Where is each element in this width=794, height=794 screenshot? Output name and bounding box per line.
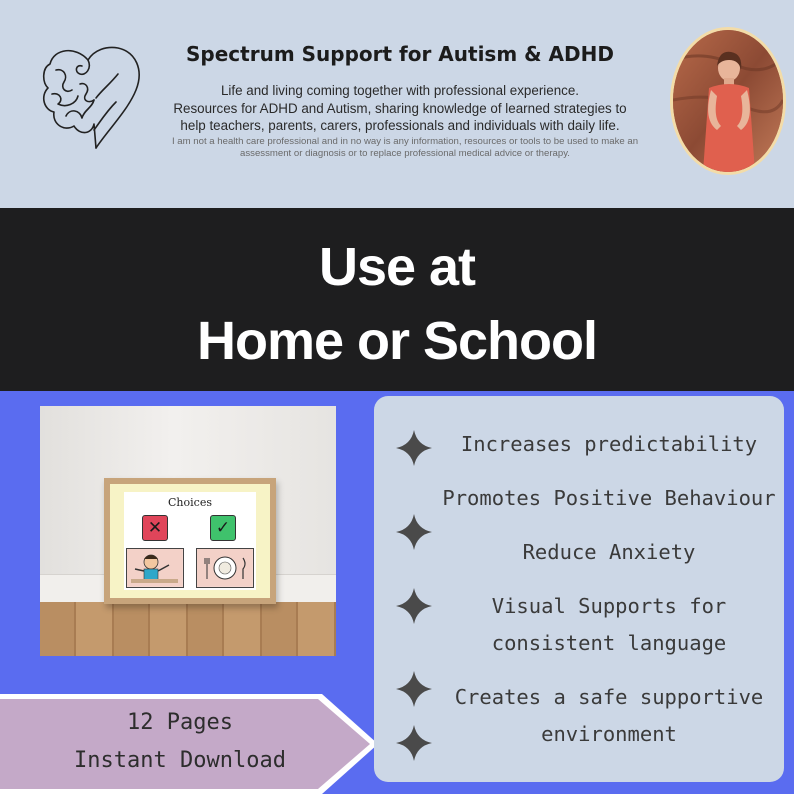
upset-child-icon [126, 548, 184, 588]
four-point-star-icon [396, 671, 432, 707]
headline-banner [0, 208, 794, 391]
cross-icon: ✕ [142, 515, 168, 541]
benefit-item: consistent language [491, 631, 727, 655]
four-point-star-icon [396, 514, 432, 550]
brand-description [150, 82, 650, 135]
photo-floor [40, 602, 336, 656]
benefits-panel [374, 396, 784, 782]
description-line: Resources for ADHD and Autism, sharing knowledge of learned strategies to [173, 100, 627, 116]
benefit-item: Promotes Positive Behaviour [442, 486, 776, 510]
benefit-item: Creates a safe supportive [454, 685, 764, 709]
author-portrait [670, 27, 786, 175]
benefit-item: Visual Supports for [491, 594, 727, 618]
headline-line-1: Use at [318, 237, 476, 297]
header [0, 0, 794, 208]
disclaimer [150, 136, 660, 160]
picture-frame [104, 478, 276, 604]
product-photo [40, 406, 336, 656]
benefit-item: Increases predictability [460, 432, 758, 456]
choices-card-title: Choices [168, 496, 212, 509]
four-point-star-icon [396, 588, 432, 624]
check-icon: ✓ [210, 515, 236, 541]
four-point-star-icon [396, 430, 432, 466]
meal-plate-icon [196, 548, 254, 588]
benefit-item: environment [541, 722, 677, 746]
disclaimer-line: assessment or diagnosis or to replace professional medical advice or therapy. [240, 148, 570, 159]
download-label: Instant Download [74, 748, 286, 773]
four-point-star-icon [396, 725, 432, 761]
choices-card [124, 492, 256, 590]
disclaimer-line: I am not a health care professional and in no way is any information, resources or tools to be used to make an [171, 136, 639, 147]
ribbon-shape [0, 694, 380, 794]
brand-title: Spectrum Support for Autism & ADHD [186, 42, 614, 66]
benefit-item: Reduce Anxiety [522, 540, 696, 564]
brain-heart-icon [36, 38, 146, 156]
description-line: help teachers, parents, carers, professionals and individuals with daily life. [180, 118, 620, 133]
description-line: Life and living coming together with professional experience. [220, 83, 580, 98]
pages-ribbon [0, 694, 380, 794]
page-count: 12 Pages [127, 710, 233, 735]
headline-line-2: Home or School [196, 311, 598, 371]
frame-mat [110, 484, 270, 598]
